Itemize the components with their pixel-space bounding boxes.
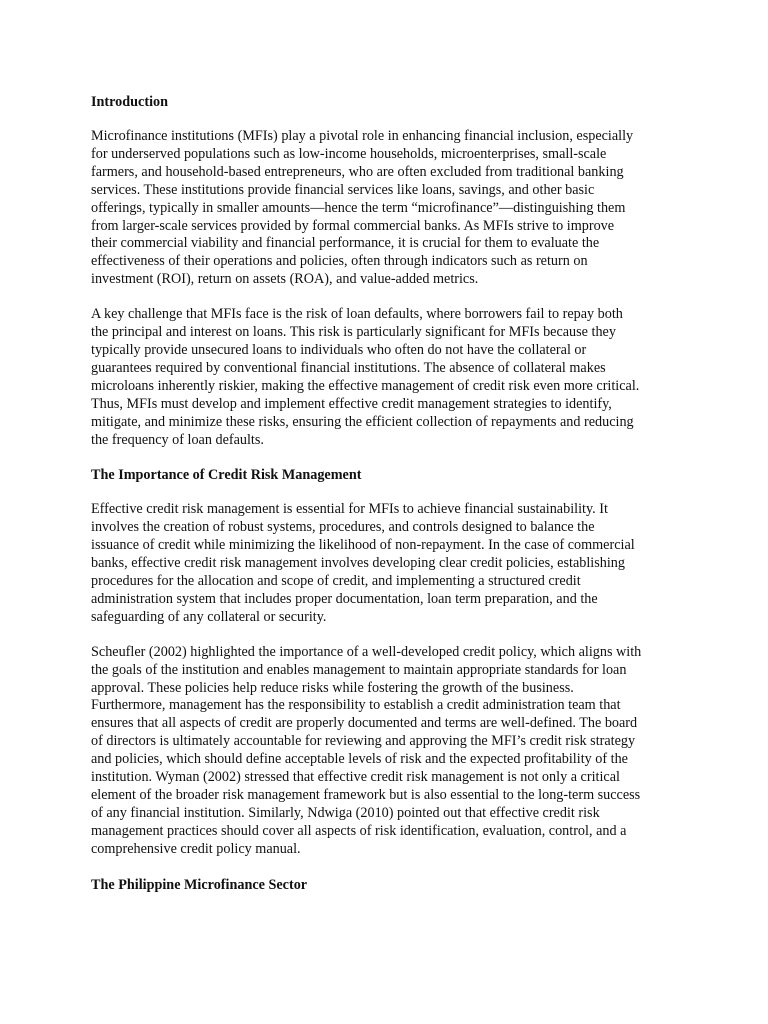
text-line: Furthermore, management has the responsibility to establish a credit administration team that [91, 697, 621, 714]
text-line: management practices should cover all aspects of risk identification, evaluation, control, and a [91, 822, 627, 839]
heading-philippine-microfinance: The Philippine Microfinance Sector [91, 876, 308, 893]
text-line: approval. These policies help reduce risks while fostering the growth of the business. [91, 679, 574, 696]
text-line: microloans inherently riskier, making the effective management of credit risk even more critical. [91, 377, 640, 394]
text-line: involves the creation of robust systems, procedures, and controls designed to balance the [91, 519, 595, 536]
paragraph-credit-risk-1 [91, 501, 683, 626]
text-line: offerings, typically in smaller amounts—hence the term “microfinance”—distinguishing them [91, 199, 626, 216]
text-line: guarantees required by conventional financial institutions. The absence of collateral makes [91, 359, 606, 376]
text-line: Effective credit risk management is essential for MFIs to achieve financial sustainability. It [91, 501, 608, 518]
text-line: typically provide unsecured loans to individuals who often do not have the collateral or [91, 341, 587, 358]
text-line: element of the broader risk management framework but is also essential to the long-term success [91, 787, 641, 803]
text-line: issuance of credit while minimizing the likelihood of non-repayment. In the case of commercial [91, 537, 635, 554]
text-line: for underserved populations such as low-income households, microenterprises, small-scale [91, 145, 607, 162]
text-line: safeguarding of any collateral or security. [91, 608, 327, 625]
text-line: investment (ROI), return on assets (ROA), and value-added metrics. [91, 271, 479, 288]
paragraph-intro-2 [91, 306, 683, 449]
text-line: from larger-scale services provided by formal commercial banks. As MFIs strive to improve [91, 217, 615, 234]
text-line: Scheufler (2002) highlighted the importance of a well-developed credit policy, which aligns with [91, 643, 642, 660]
text-line: the principal and interest on loans. This risk is particularly significant for MFIs because they [91, 324, 616, 341]
text-line: of any financial institution. Similarly, Ndwiga (2010) pointed out that effective credit risk [91, 804, 600, 821]
text-line: mitigate, and minimize these risks, ensuring the efficient collection of repayments and reducing [91, 413, 634, 430]
text-line: their commercial viability and financial performance, it is crucial for them to evaluate the [91, 235, 600, 252]
document-page [91, 93, 683, 911]
text-line: the goals of the institution and enables management to maintain appropriate standards for loan [91, 661, 627, 678]
text-line: the frequency of loan defaults. [91, 431, 264, 448]
paragraph-intro-1 [91, 128, 683, 289]
paragraph-credit-risk-2 [91, 644, 683, 859]
text-line: A key challenge that MFIs face is the risk of loan defaults, where borrowers fail to repay both [91, 306, 623, 323]
text-line: Microfinance institutions (MFIs) play a pivotal role in enhancing financial inclusion, especially [91, 128, 634, 144]
text-line: institution. Wyman (2002) stressed that effective credit risk management is not only a critical [91, 769, 620, 786]
text-line: services. These institutions provide financial services like loans, savings, and other basic [91, 181, 595, 198]
text-line: of directors is ultimately accountable for reviewing and approving the MFI’s credit risk strategy [91, 733, 636, 750]
text-line: banks, effective credit risk management involves developing clear credit policies, establishing [91, 555, 625, 572]
text-line: effectiveness of their operations and policies, often through indicators such as return on [91, 253, 588, 270]
heading-credit-risk-management: The Importance of Credit Risk Management [91, 467, 362, 484]
text-line: procedures for the allocation and scope of credit, and implementing a structured credit [91, 573, 581, 590]
text-line: comprehensive credit policy manual. [91, 840, 301, 857]
text-line: and policies, which should define acceptable levels of risk and the expected profitability of the [91, 751, 628, 768]
text-line: administration system that includes proper documentation, loan term preparation, and the [91, 590, 598, 607]
text-line: farmers, and household-based entrepreneurs, who are often excluded from traditional banking [91, 163, 624, 180]
heading-introduction: Introduction [91, 94, 168, 110]
text-line: ensures that all aspects of credit are properly documented and terms are well-defined. The board [91, 715, 638, 732]
text-line: Thus, MFIs must develop and implement effective credit management strategies to identify, [91, 395, 612, 412]
